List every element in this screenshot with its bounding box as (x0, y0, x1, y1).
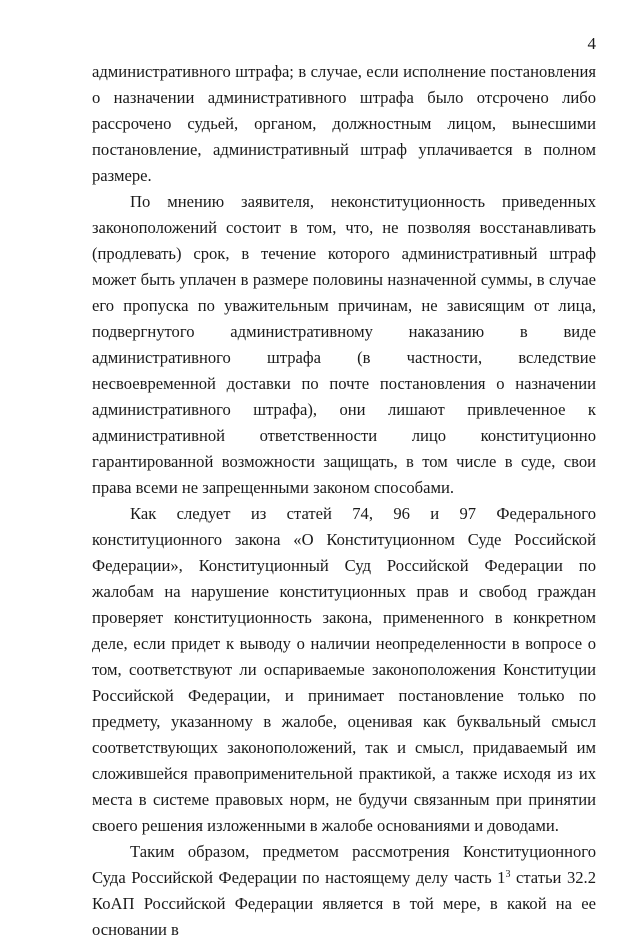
superscript-part-number: 3 (505, 869, 511, 880)
subject-text-after: статьи 32.2 КоАП Российской Федерации является в той мере, в какой на ее основании в (92, 868, 596, 939)
subject-text-before: Таким образом, предметом рассмотрения Конституционного Суда Российской Федерации по настоящему делу часть 1 (92, 842, 596, 887)
document-body (92, 59, 596, 943)
paragraph-court-jurisdiction: Как следует из статей 74, 96 и 97 Федерального конституционного закона «О Конституционном Суде Российской Федерации», Конституционный Суд Российской Федерации по жалобам на нарушение конституционных прав и свобод граждан проверяет конституционность закона, примененного в конкретном деле, если придет к выводу о наличии неопределенности в вопросе о том, соответствуют ли оспариваемые законоположения Конституции Российской Федерации, и принимает постановление только по предмету, указанному в жалобе, оценивая как буквальный смысл соответствующих законоположений, так и смысл, придаваемый им сложившейся правоприменительной практикой, а также исходя из их места в системе правовых норм, не будучи связанным при принятии своего решения изложенными в жалобе основаниями и доводами. (92, 504, 596, 835)
paragraph-subject-of-review (92, 839, 596, 943)
paragraph-applicant-opinion: По мнению заявителя, неконституционность приведенных законоположений состоит в том, что, не позволяя восстанавливать (продлевать) срок, в течение которого административный штраф может быть уплачен в размере половины назначенной суммы, в случае его пропуска по уважительным причинам, не зависящим от лица, подвергнутого административному наказанию в виде административного штрафа (в частности, вследствие несвоевременной доставки по почте постановления о назначении административного штрафа), они лишают привлеченное к административной ответственности лицо конституционно гарантированной возможности защищать, в том числе в суде, свои права всеми не запрещенными законом способами. (92, 192, 596, 497)
paragraph-fine-payment-continuation: административного штрафа; в случае, если исполнение постановления о назначении административного штрафа было отсрочено либо рассрочено судьей, органом, должностным лицом, вынесшими постановление, административный штраф уплачивается в полном размере. (92, 62, 596, 185)
page-number: 4 (587, 34, 596, 53)
